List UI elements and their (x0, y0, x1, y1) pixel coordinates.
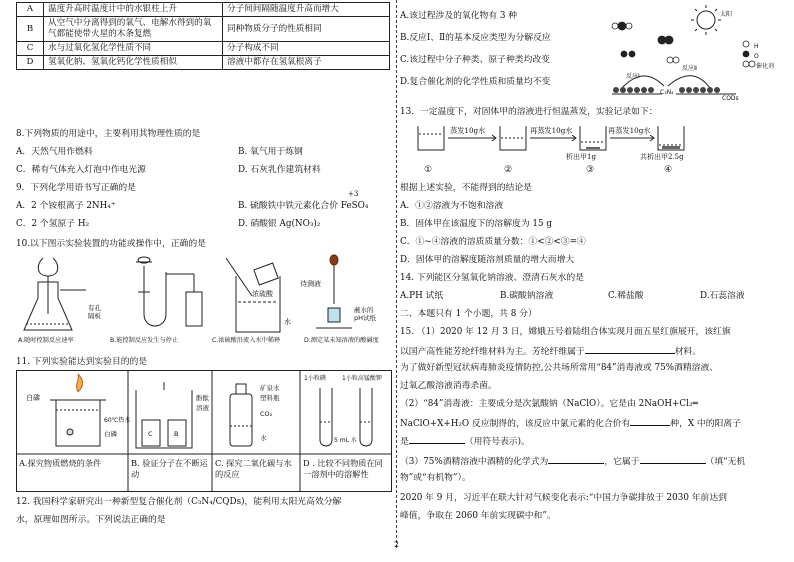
sun-icon (691, 5, 721, 35)
q15-line-4: 过氧乙酸溶液消毒杀菌。 (400, 381, 497, 391)
q11-apparatus-c (230, 384, 252, 446)
q12-line2: 水，原理如图所示。下列说法正确的是 (16, 515, 166, 525)
q10-label-d1: 待测液 (300, 280, 321, 288)
q13-option-a: A．①②溶液为不饱和溶液 (400, 201, 504, 211)
q13-step-1: 蒸发10g水 (450, 126, 486, 135)
q10-label-d2: 蘸水的 (354, 306, 374, 314)
table-cell: A (17, 3, 44, 17)
q13-stem: 13．一定温度下，对固体甲的溶液进行恒温蒸发，实验记录如下： (400, 107, 658, 117)
q11-label-c2: 塑料瓶 (260, 394, 280, 402)
q15-text: 是 (400, 437, 409, 447)
q10-caption-a: A.随时控制反应速率 (18, 337, 74, 344)
q10-apparatus-b (136, 257, 202, 326)
q12-label-h: H (754, 43, 759, 50)
table-cell: D (17, 56, 44, 70)
q12-label-sun: 太阳 (720, 11, 733, 18)
answer-blank[interactable] (585, 344, 675, 354)
q12-label-o: O (754, 53, 759, 60)
table-cell: C (17, 42, 44, 56)
q13-step-2: 再蒸发10g水 (530, 126, 573, 135)
q13-precipitate-4: 共析出甲2.5g (640, 153, 684, 161)
q12-label-cqds: CQDs (722, 95, 739, 100)
q15-text: 种，X 中的阳离子 (670, 419, 741, 429)
q12-label-reaction2: 反应Ⅱ (682, 65, 697, 72)
q15-line-3: 为了做好新型冠状病毒肺炎疫情防控,公共场所常用“84”消毒液或 75%酒精溶液、 (400, 363, 719, 373)
q15-line-1: 15. （1）2020 年 12 月 3 日，嫦娥五号着陆组合体实现月面五星红旗展开，该红旗 (400, 327, 731, 337)
answer-blank[interactable] (630, 416, 670, 426)
q11-label-a1: 白磷 (26, 394, 40, 402)
q11-label-d2: 1小粒高锰酸钾 (342, 375, 382, 382)
q15-line-11: 峰值，争取在 2060 年前实现碳中和”。 (400, 511, 556, 521)
q10-caption-b: B.能控制反应发生与停止 (110, 337, 179, 344)
q13-label-2: ② (504, 165, 512, 175)
q12-option-b: B.反应Ⅰ、Ⅱ的基本反应类型为分解反应 (400, 33, 551, 43)
q8-option-d: D. 石灰乳作建筑材料 (238, 165, 321, 175)
q11-label-b3: C (148, 430, 153, 438)
q8-stem: 8.下列物质的用途中，主要利用其物理性质的是 (16, 129, 201, 139)
q15-text: ，它属于 (604, 457, 640, 467)
q13-step-3: 再蒸发10g水 (608, 126, 651, 135)
q12-label-catalyst: 催化剂 (756, 63, 775, 70)
q15-text: 以国产高性能芳纶纤维材料为主。芳纶纤维属于 (400, 347, 585, 357)
q13-label-3: ③ (586, 165, 594, 175)
q11-option-c: C. 探究二氧化碳与水的反应 (215, 458, 292, 479)
q10-label-b1: 有孔 (88, 304, 101, 312)
q15-text: （填“无机 (705, 457, 746, 467)
q14-option-a: A.PH 试纸 (400, 291, 444, 301)
q12-label-reaction1: 反应Ⅰ (626, 73, 640, 80)
q11-option-b: B. 验证分子在不断运动 (131, 458, 208, 479)
answer-blank[interactable] (640, 454, 706, 464)
q9-option-a: A．2 个铵根离子 2NH₄⁺ (16, 201, 116, 211)
q11-label-d1: 1小粒碘 (304, 375, 326, 382)
q10-apparatus-d (316, 255, 352, 328)
table-cell: 从空气中分离得到的氧气、电解水得到的氧气都能使带火星的木条复燃 (44, 17, 223, 42)
q15-line-10: 2020 年 9 月，习近平在联大针对气候变化表示:“中国力争碳排放于 2030 年前达到 (400, 493, 727, 503)
q14-stem: 14. 下列能区分氢氧化钠溶液、澄清石灰水的是 (400, 273, 584, 283)
q14-option-c: C.稀盐酸 (608, 291, 644, 301)
q10-figures (16, 252, 392, 346)
q12-figure (606, 2, 782, 100)
q11-label-a3: 白磷 (104, 430, 117, 438)
q11-label-b4: B (174, 430, 179, 438)
q15-text: （3）75%酒精溶液中酒精的化学式为 (400, 457, 549, 467)
q11-option-a: A.探究物质燃烧的条件 (19, 458, 102, 468)
column-divider (394, 0, 400, 549)
beaker-1 (418, 126, 444, 150)
q10-label-d3: pH试纸 (354, 314, 377, 322)
q15-text: （用符号表示)。 (464, 437, 530, 447)
q15-text: NaClO+X+H₂O 反应制得的，该反应中氯元素的化合价有 (400, 419, 631, 429)
table-row (17, 42, 390, 56)
q11-label-a2: 60℃热水 (104, 417, 131, 424)
molecule-icons (612, 22, 755, 67)
q12-option-a: A.该过程涉及的氧化物有 3 种 (400, 11, 518, 21)
q10-label-b2: 隔板 (88, 312, 101, 320)
q11-label-c3: CO₂ (260, 410, 273, 418)
q8-option-a: A．天然气用作燃料 (16, 147, 93, 157)
q11-label-c1: 矿泉水 (260, 384, 280, 392)
q10-caption-d: D.测定某未知溶液的酸碱度 (304, 337, 379, 344)
table-cell: 氢氧化钠、氢氧化钙化学性质相似 (44, 56, 223, 70)
q13-option-d: D．固体甲的溶解度随溶剂质量的增大而增大 (400, 255, 575, 265)
q9-option-b: B. 硫酸铁中铁元素化合价 FeSO₄ (238, 201, 369, 211)
q15-line-2 (400, 344, 701, 358)
q10-label-c1: 浓硫酸 (252, 290, 273, 298)
q8-option-b: B. 氧气用于炼钢 (238, 147, 303, 157)
table-cell: 分子间间隔随温度升高而增大 (223, 3, 390, 17)
q12-option-d: D.复合催化剂的化学性质和质量均不变 (400, 77, 551, 87)
q12-label-c3n4: C₃N₄ (660, 89, 674, 96)
q15-line-9: 物”或“有机物”）。 (400, 473, 471, 483)
table-cell: 同种物质分子的性质相同 (223, 17, 390, 42)
table-cell: 分子构成不同 (223, 42, 390, 56)
table-row (17, 17, 390, 42)
section-2-heading: 二、本题只有 1 个小题，共 8 分） (400, 309, 537, 319)
table-cell: 水与过氧化氢化学性质不同 (44, 42, 223, 56)
q14-option-d: D.石蕊溶液 (700, 291, 745, 301)
q11-label-b2: 溶液 (196, 404, 209, 412)
q10-caption-c: C.浓硫酸沿流入水中稀释 (212, 337, 281, 344)
q11-stem: 11. 下列实验能达到实验目的的是 (16, 357, 148, 367)
q9-stem: 9．下列化学用语书写正确的是 (16, 183, 136, 193)
q14-option-b: B.碳酸钠溶液 (500, 291, 554, 301)
answer-blank[interactable] (409, 434, 465, 444)
table-row (17, 56, 390, 70)
table-cell: B (17, 17, 44, 42)
q10-label-c2: 水 (284, 318, 291, 326)
q15-line-5: （2）“84”消毒液：主要成分是次氯酸钠（NaClO）。它是由 2NaOH+Cl₂═ (400, 399, 698, 409)
q15-text: 材料。 (674, 347, 702, 357)
q10-apparatus-a (24, 258, 86, 330)
q9-valence-mark: +3 (348, 190, 359, 198)
q10-stem: 10.以下图示实验装置的功能或操作中，正确的是 (16, 239, 206, 249)
q11-label-b1: 酚酞 (196, 394, 209, 402)
q13-precipitate-3: 析出甲1g (566, 153, 596, 161)
q13-label-1: ① (424, 165, 432, 175)
q7-options-table (16, 2, 390, 70)
q12-line1: 12. 我国科学家研究出一种新型复合催化剂（C₃N₄/CQDs)，能利用太阳光高效分解 (16, 497, 342, 507)
q13-option-c: C．①~④溶液的溶质质量分数：①<②<③=④ (400, 237, 586, 247)
beaker-3 (580, 126, 606, 150)
page-number: 2 (394, 540, 400, 549)
q13-option-b: B．固体甲在该温度下的溶解度为 15 g (400, 219, 553, 229)
table-cell: 温度升高时温度计中的水银柱上升 (44, 3, 223, 17)
q15-line-6 (400, 416, 741, 430)
q11-label-d3: 5 mL 水 (334, 437, 357, 444)
q11-label-c4: 水 (260, 434, 267, 442)
table-row (17, 3, 390, 17)
q15-line-8 (400, 454, 745, 468)
answer-blank[interactable] (548, 454, 604, 464)
q11-apparatus-b (136, 382, 192, 448)
q8-option-c: C．稀有气体充入灯泡中作电光源 (16, 165, 146, 175)
q12-option-c: C.该过程中分子种类、原子种类均改变 (400, 55, 550, 65)
q11-apparatus-a (50, 374, 106, 446)
q9-option-d: D. 硝酸银 Ag(NO₃)₂ (238, 219, 321, 229)
table-cell: 溶液中都存在氢氧根离子 (223, 56, 390, 70)
q13-label-4: ④ (664, 165, 672, 175)
q11-option-d: D . 比较不同物质在同一溶剂中的溶解性 (303, 458, 383, 479)
q15-line-7 (400, 434, 530, 448)
q9-option-c: C．2 个氢原子 H₂ (16, 219, 90, 229)
q13-conclusion: 根据上述实验，不能得到的结论是 (400, 183, 532, 193)
